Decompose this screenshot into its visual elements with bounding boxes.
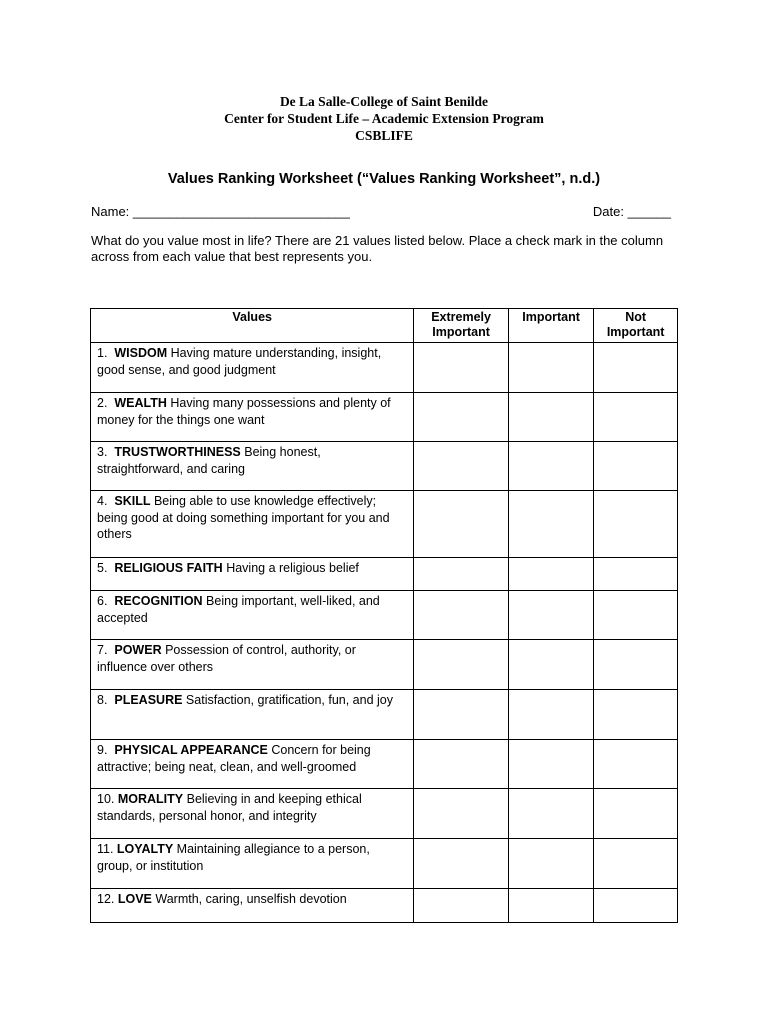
- checkbox-important[interactable]: [508, 889, 593, 923]
- checkbox-extremely-important[interactable]: [414, 789, 509, 839]
- table-row: [91, 789, 678, 839]
- value-number: 7.: [97, 643, 115, 657]
- value-keyword: RECOGNITION: [114, 594, 203, 608]
- value-keyword: PLEASURE: [114, 693, 183, 707]
- checkbox-important[interactable]: [508, 640, 593, 690]
- checkbox-important[interactable]: [508, 393, 593, 442]
- header-extremely-important: Extremely Important: [414, 309, 509, 343]
- checkbox-important[interactable]: [508, 839, 593, 889]
- checkbox-important[interactable]: [508, 558, 593, 591]
- value-keyword: LOYALTY: [116, 842, 174, 856]
- table-row: [91, 393, 678, 442]
- value-keyword: WEALTH: [114, 396, 167, 410]
- checkbox-not-important[interactable]: [594, 640, 678, 690]
- value-cell: [91, 640, 414, 690]
- checkbox-important[interactable]: [508, 690, 593, 740]
- checkbox-extremely-important[interactable]: [414, 839, 509, 889]
- table-row: [91, 591, 678, 640]
- value-description: Having a religious belief: [222, 561, 359, 575]
- checkbox-important[interactable]: [508, 591, 593, 640]
- table-header-row: [91, 309, 678, 343]
- checkbox-not-important[interactable]: [594, 343, 678, 393]
- value-description: Being able to use knowledge effectively; being good at doing something important for you and others: [97, 494, 390, 541]
- value-description: Possession of control, authority, or influence over others: [97, 643, 356, 674]
- table-row: [91, 343, 678, 393]
- table-row: [91, 491, 678, 558]
- value-description: Maintaining allegiance to a person, group, or institution: [97, 842, 370, 873]
- value-cell: [91, 491, 414, 558]
- header-important: Important: [508, 309, 593, 343]
- table-row: [91, 558, 678, 591]
- table-row: [91, 442, 678, 491]
- value-description: Having many possessions and plenty of money for the things one want: [97, 396, 391, 427]
- value-number: 8.: [97, 693, 115, 707]
- name-field[interactable]: Name: ______________________________: [91, 204, 350, 219]
- value-description: Satisfaction, gratification, fun, and joy: [182, 693, 393, 707]
- instructions-text: What do you value most in life? There are 21 values listed below. Place a check mark in the column across from each value that best represents you.: [91, 233, 664, 264]
- checkbox-not-important[interactable]: [594, 558, 678, 591]
- header-values: Values: [91, 309, 414, 343]
- value-cell: [91, 740, 414, 789]
- value-cell: [91, 343, 414, 393]
- value-description: Being honest, straightforward, and caring: [97, 445, 321, 476]
- value-number: 1.: [97, 346, 115, 360]
- value-keyword: WISDOM: [114, 346, 168, 360]
- value-number: 9.: [97, 743, 115, 757]
- value-keyword: POWER: [114, 643, 162, 657]
- checkbox-not-important[interactable]: [594, 839, 678, 889]
- checkbox-extremely-important[interactable]: [414, 393, 509, 442]
- checkbox-extremely-important[interactable]: [414, 640, 509, 690]
- value-keyword: SKILL: [114, 494, 151, 508]
- value-description: Being important, well-liked, and accepted: [97, 594, 380, 625]
- checkbox-extremely-important[interactable]: [414, 690, 509, 740]
- table-row: [91, 740, 678, 789]
- value-description: Warmth, caring, unselfish devotion: [151, 892, 347, 906]
- date-field[interactable]: Date: ______: [592, 204, 671, 219]
- checkbox-not-important[interactable]: [594, 690, 678, 740]
- checkbox-important[interactable]: [508, 740, 593, 789]
- table-row: [91, 889, 678, 923]
- checkbox-not-important[interactable]: [594, 591, 678, 640]
- value-number: 12.: [97, 892, 118, 906]
- value-cell: [91, 393, 414, 442]
- value-description: Having mature understanding, insight, good sense, and good judgment: [97, 346, 382, 377]
- value-cell: [91, 591, 414, 640]
- value-number: 3.: [97, 445, 115, 459]
- value-number: 5.: [97, 561, 115, 575]
- checkbox-not-important[interactable]: [594, 889, 678, 923]
- checkbox-not-important[interactable]: [594, 789, 678, 839]
- checkbox-extremely-important[interactable]: [414, 558, 509, 591]
- value-keyword: MORALITY: [117, 792, 184, 806]
- checkbox-extremely-important[interactable]: [414, 889, 509, 923]
- values-table: [90, 308, 678, 923]
- checkbox-important[interactable]: [508, 442, 593, 491]
- value-keyword: RELIGIOUS FAITH: [114, 561, 223, 575]
- worksheet-title: Values Ranking Worksheet (“Values Ranking Worksheet”, n.d.): [167, 171, 601, 187]
- program-acronym: CSBLIFE: [355, 128, 413, 143]
- checkbox-extremely-important[interactable]: [414, 491, 509, 558]
- document-header: [0, 93, 768, 144]
- value-number: 11.: [97, 842, 117, 856]
- value-number: 2.: [97, 396, 115, 410]
- program-name: Center for Student Life – Academic Extension Program: [224, 111, 544, 126]
- checkbox-extremely-important[interactable]: [414, 343, 509, 393]
- value-keyword: LOVE: [117, 892, 152, 906]
- checkbox-extremely-important[interactable]: [414, 591, 509, 640]
- value-cell: [91, 789, 414, 839]
- value-number: 6.: [97, 594, 115, 608]
- checkbox-not-important[interactable]: [594, 491, 678, 558]
- value-description: Concern for being attractive; being neat, clean, and well-groomed: [97, 743, 371, 774]
- table-row: [91, 640, 678, 690]
- value-cell: [91, 558, 414, 591]
- checkbox-not-important[interactable]: [594, 442, 678, 491]
- institution-name: De La Salle-College of Saint Benilde: [279, 94, 489, 109]
- value-number: 10.: [97, 792, 118, 806]
- header-not-important: Not Important: [594, 309, 678, 343]
- checkbox-extremely-important[interactable]: [414, 442, 509, 491]
- checkbox-not-important[interactable]: [594, 740, 678, 789]
- value-cell: [91, 889, 414, 923]
- checkbox-important[interactable]: [508, 789, 593, 839]
- value-keyword: TRUSTWORTHINESS: [114, 445, 241, 459]
- checkbox-important[interactable]: [508, 491, 593, 558]
- checkbox-extremely-important[interactable]: [414, 740, 509, 789]
- checkbox-not-important[interactable]: [594, 393, 678, 442]
- value-number: 4.: [97, 494, 115, 508]
- value-description: Believing in and keeping ethical standards, personal honor, and integrity: [97, 792, 362, 823]
- value-cell: [91, 839, 414, 889]
- value-keyword: PHYSICAL APPEARANCE: [114, 743, 268, 757]
- table-row: [91, 839, 678, 889]
- checkbox-important[interactable]: [508, 343, 593, 393]
- value-cell: [91, 690, 414, 740]
- value-cell: [91, 442, 414, 491]
- table-row: [91, 690, 678, 740]
